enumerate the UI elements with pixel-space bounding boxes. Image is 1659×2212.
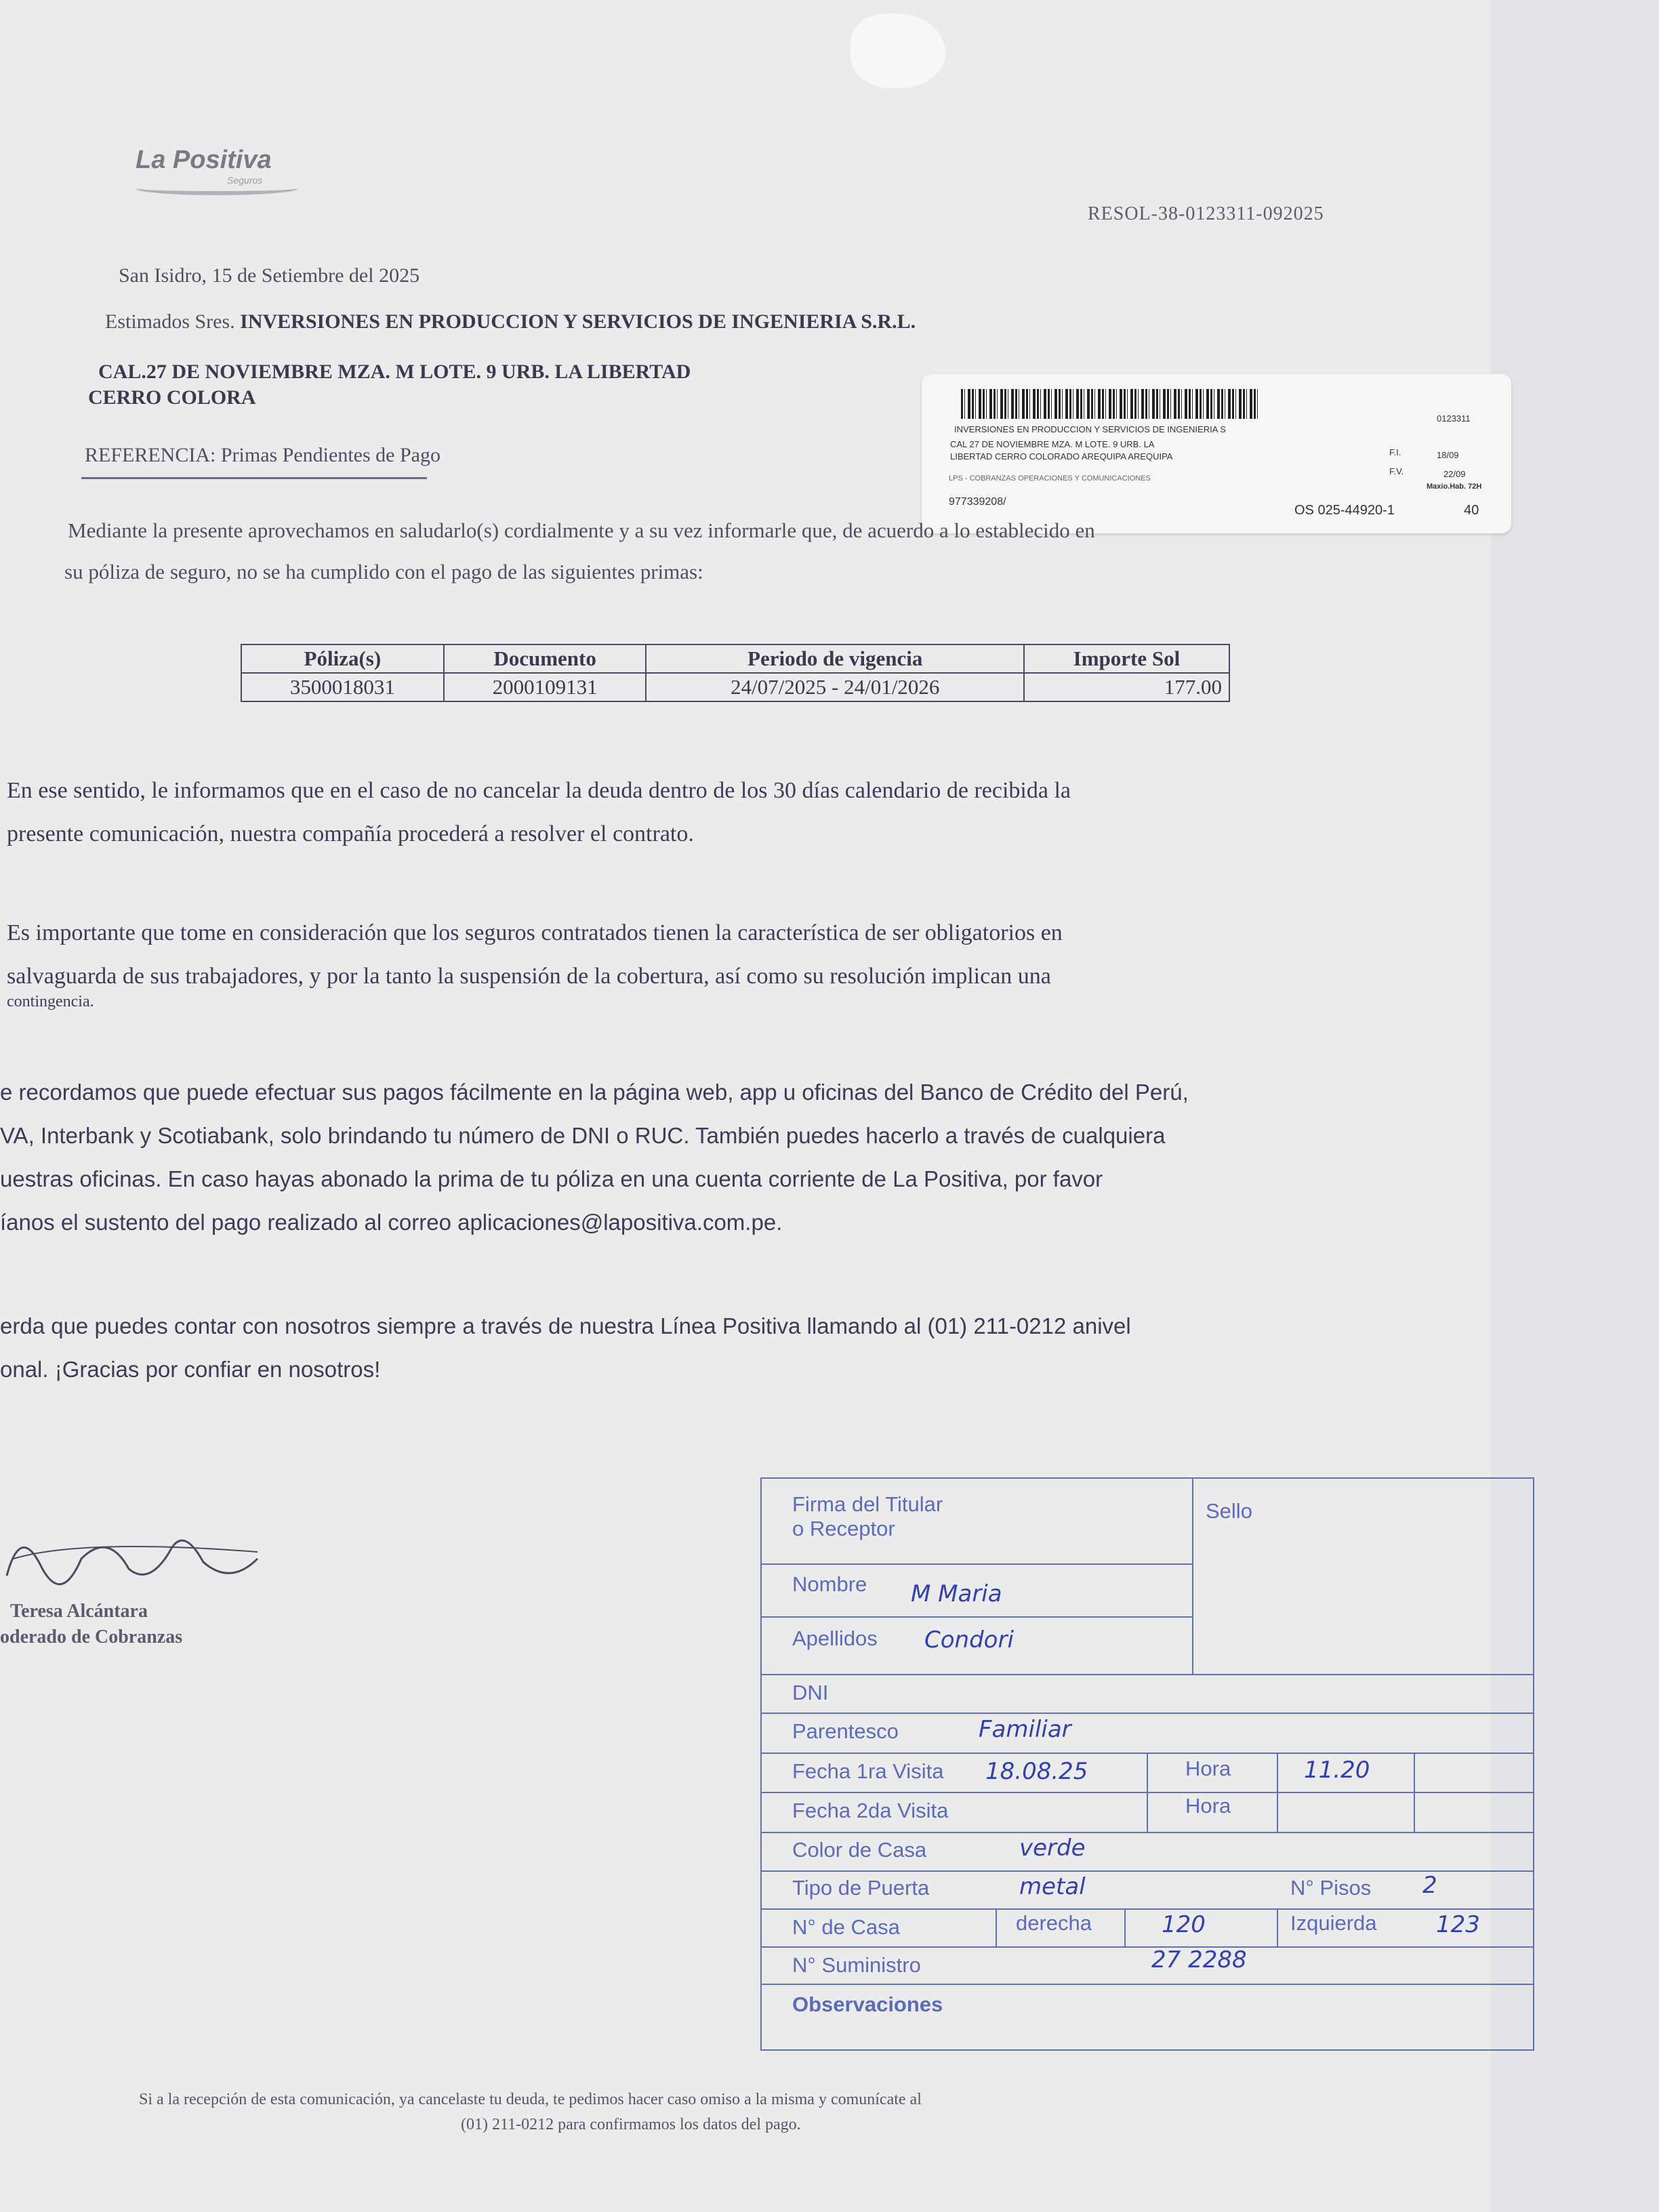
reference-underline bbox=[81, 477, 427, 479]
stamp-firma-2: o Receptor bbox=[792, 1517, 895, 1540]
cell-importe: 177.00 bbox=[1024, 673, 1229, 701]
stamp-nombre: Nombre bbox=[792, 1572, 867, 1596]
p3-line-2: VA, Interbank y Scotiabank, solo brindando tu número de DNI o RUC. También puedes hacerlo a través de cualquiera bbox=[0, 1123, 1166, 1148]
stamp-puerta: Tipo de Puerta bbox=[792, 1876, 930, 1900]
intro-line-2: su póliza de seguro, no se ha cumplido con el pago de las siguientes primas: bbox=[64, 560, 703, 583]
stamp-izquierda: Izquierda bbox=[1290, 1911, 1377, 1935]
signer-role: oderado de Cobranzas bbox=[0, 1626, 183, 1647]
delivery-stamp bbox=[760, 1477, 1534, 2051]
paragraph-contact bbox=[0, 1305, 1450, 1391]
reference: REFERENCIA: Primas Pendientes de Pago bbox=[85, 444, 441, 466]
hw-puerta: metal bbox=[1019, 1873, 1086, 1900]
cell-documento: 2000109131 bbox=[444, 673, 647, 701]
barcode bbox=[961, 389, 1259, 419]
stamp-pisos: N° Pisos bbox=[1290, 1876, 1372, 1900]
logo-swoosh bbox=[136, 182, 298, 195]
stamp-observaciones: Observaciones bbox=[792, 1992, 943, 2016]
stamp-ncasa: N° de Casa bbox=[792, 1915, 900, 1939]
address-label bbox=[922, 374, 1511, 533]
paragraph-obligatory bbox=[7, 912, 1457, 1012]
p4-line-2: onal. ¡Gracias por confiar en nosotros! bbox=[0, 1357, 381, 1382]
address-line-1: CAL.27 DE NOVIEMBRE MZA. M LOTE. 9 URB. LA LIBERTAD bbox=[98, 361, 691, 383]
p1-line-2: presente comunicación, nuestra compañía procederá a resolver el contrato. bbox=[7, 821, 694, 846]
stamp-hora: Hora bbox=[1185, 1757, 1231, 1780]
p3-line-1: e recordamos que puede efectuar sus pagos fácilmente en la página web, app u oficinas del Banco de Crédito del Perú, bbox=[0, 1080, 1189, 1105]
logo-text: La Positiva bbox=[136, 146, 272, 174]
letter-date: San Isidro, 15 de Setiembre del 2025 bbox=[119, 264, 420, 287]
header-documento: Documento bbox=[444, 644, 647, 673]
label-fv: F.V. bbox=[1389, 466, 1404, 476]
paragraph-deadline bbox=[7, 769, 1457, 856]
p1-line-1: En ese sentido, le informamos que en el caso de no cancelar la deuda dentro de los 30 días calendario de recibida la bbox=[7, 778, 1071, 803]
resolution-code: RESOL-38-0123311-092025 bbox=[1088, 203, 1324, 224]
table-header-row bbox=[241, 644, 1229, 673]
stamp-hora-2: Hora bbox=[1185, 1794, 1231, 1818]
footer-line-2: (01) 211-0212 para confirmamos los datos del pago. bbox=[461, 2116, 801, 2133]
table-row bbox=[241, 673, 1229, 701]
footer-line-1: Si a la recepción de esta comunicación, ya cancelaste tu deuda, te pedimos hacer caso omiso a la misma y comunícate al bbox=[139, 2091, 922, 2108]
label-code-top: 0123311 bbox=[1437, 413, 1471, 424]
label-line-2: CAL 27 DE NOVIEMBRE MZA. M LOTE. 9 URB. LA bbox=[950, 439, 1155, 449]
label-os: OS 025-44920-1 bbox=[1294, 503, 1395, 518]
label-fi: F.I. bbox=[1389, 447, 1401, 457]
stamp-suministro: N° Suministro bbox=[792, 1953, 921, 1977]
header-importe: Importe Sol bbox=[1024, 644, 1229, 673]
stamp-fecha-1: Fecha 1ra Visita bbox=[792, 1759, 944, 1783]
hw-parentesco: Familiar bbox=[979, 1716, 1071, 1743]
address-line-2: CERRO COLORA bbox=[88, 386, 256, 409]
p2-line-1: Es importante que tome en consideración que los seguros contratados tienen la característica de ser obligatorios en bbox=[7, 920, 1063, 945]
hw-derecha: 120 bbox=[1162, 1911, 1206, 1938]
intro-line-1: Mediante la presente aprovechamos en saludarlo(s) cordialmente y a su vez informarle que, de acuerdo a lo establecido en bbox=[68, 518, 1095, 542]
hw-color: verde bbox=[1019, 1835, 1086, 1862]
header-periodo: Periodo de vigencia bbox=[646, 644, 1023, 673]
salutation bbox=[105, 310, 916, 333]
label-note: Maxio.Hab. 72H bbox=[1427, 483, 1482, 491]
pending-premiums-table bbox=[241, 644, 1230, 702]
p2-line-2: salvaguarda de sus trabajadores, y por la tanto la suspensión de la cobertura, así como su resolución implican una bbox=[7, 964, 1051, 989]
hw-pisos: 2 bbox=[1422, 1872, 1437, 1899]
header-poliza: Póliza(s) bbox=[241, 644, 444, 673]
stamp-firma: Firma del Titular bbox=[792, 1492, 943, 1516]
p4-line-1: erda que puedes contar con nosotros siempre a través de nuestra Línea Positiva llamando al (01) 211-0212 anivel bbox=[0, 1313, 1131, 1338]
cell-periodo: 24/07/2025 - 24/01/2026 bbox=[646, 673, 1023, 701]
label-line-1: INVERSIONES EN PRODUCCION Y SERVICIOS DE INGENIERIA S bbox=[954, 424, 1226, 434]
salutation-prefix: Estimados Sres. bbox=[105, 310, 235, 333]
stamp-color: Color de Casa bbox=[792, 1838, 927, 1862]
torn-paper-mark bbox=[851, 14, 945, 88]
hw-hora-1: 11.20 bbox=[1304, 1757, 1370, 1784]
stamp-fecha-2: Fecha 2da Visita bbox=[792, 1799, 949, 1822]
label-fv-value: 22/09 bbox=[1443, 469, 1466, 479]
logo-subtext: Seguros bbox=[227, 175, 263, 186]
stamp-sello: Sello bbox=[1206, 1499, 1252, 1523]
p3-line-4: íanos el sustento del pago realizado al correo aplicaciones@lapositiva.com.pe. bbox=[0, 1210, 783, 1235]
label-line-4: LPS - COBRANZAS OPERACIONES Y COMUNICACIONES bbox=[949, 474, 1151, 483]
hw-suministro: 27 2288 bbox=[1151, 1946, 1247, 1973]
paragraph-payment bbox=[0, 1071, 1450, 1244]
la-positiva-logo bbox=[136, 146, 312, 210]
stamp-parentesco: Parentesco bbox=[792, 1719, 899, 1743]
signature bbox=[0, 1511, 285, 1593]
label-phone: 977339208/ bbox=[949, 496, 1006, 508]
stamp-apellidos: Apellidos bbox=[792, 1626, 878, 1650]
label-fi-value: 18/09 bbox=[1437, 450, 1459, 460]
hw-nombre: M Maria bbox=[911, 1580, 1002, 1607]
p3-line-3: uestras oficinas. En caso hayas abonado la prima de tu póliza en una cuenta corriente de La Positiva, por favor bbox=[0, 1166, 1103, 1191]
stamp-dni: DNI bbox=[792, 1681, 829, 1704]
label-num: 40 bbox=[1464, 503, 1479, 518]
label-line-3: LIBERTAD CERRO COLORADO AREQUIPA AREQUIPA bbox=[950, 451, 1173, 462]
hw-fecha-1: 18.08.25 bbox=[985, 1758, 1088, 1785]
signer-name: Teresa Alcántara bbox=[10, 1601, 148, 1622]
hw-apellidos: Condori bbox=[924, 1626, 1014, 1654]
hw-izquierda: 123 bbox=[1436, 1911, 1480, 1938]
cell-poliza: 3500018031 bbox=[241, 673, 444, 701]
company-name: INVERSIONES EN PRODUCCION Y SERVICIOS DE INGENIERIA S.R.L. bbox=[240, 310, 916, 333]
p2-line-3: contingencia. bbox=[7, 993, 94, 1010]
stamp-derecha: derecha bbox=[1016, 1911, 1092, 1935]
